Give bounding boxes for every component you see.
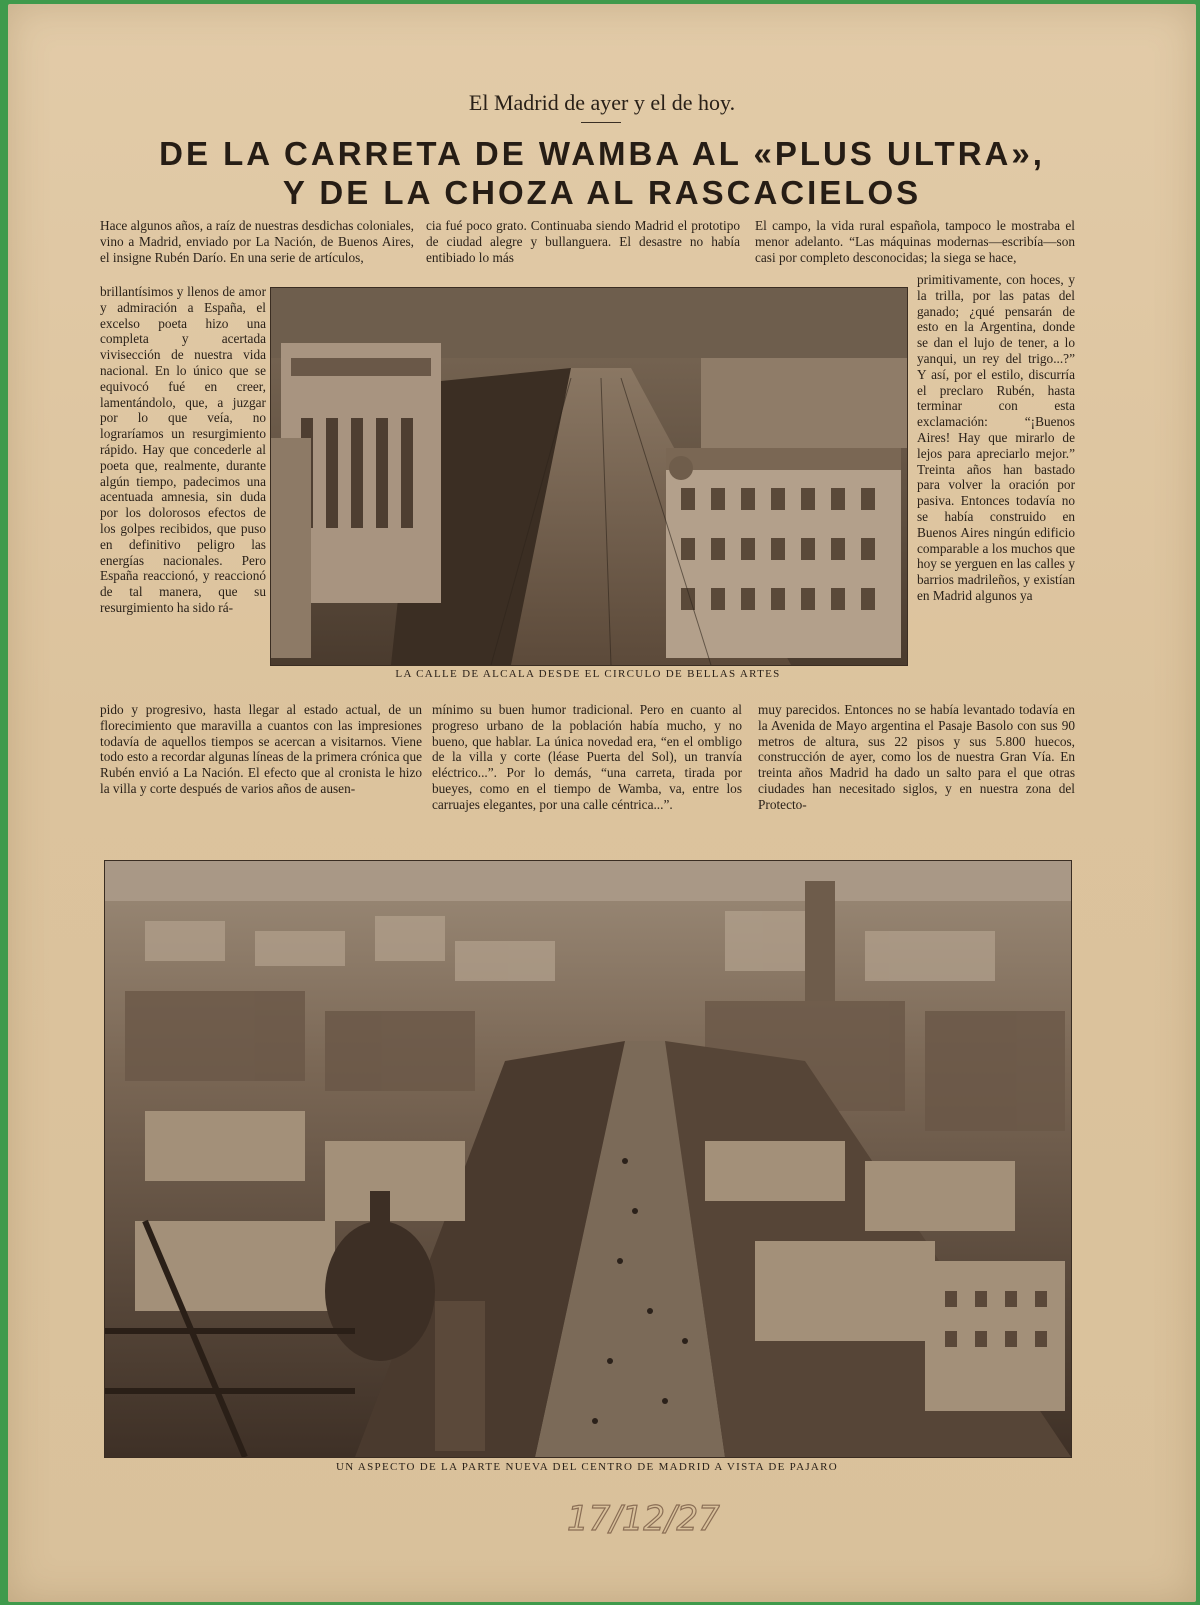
- handwritten-date-text: 17/12/27: [567, 1499, 720, 1539]
- column-3-bottom-text: muy parecidos. Entonces no se había levantado todavía en la Avenida de Mayo argentina el Pasaje Basolo con sus 90 metros de altura, sus 22 pisos y sus 5.800 huecos, construcción de ayer, como los de nuestra Gran Vía. En treinta años Madrid ha dado un salto para el que otras ciudades han necesitado siglos, y en nuestra zona del Protecto-: [758, 702, 1075, 812]
- caption-bottom-photo: UN ASPECTO DE LA PARTE NUEVA DEL CENTRO DE MADRID A VISTA DE PAJARO: [335, 1461, 839, 1473]
- column-3-wrap-text: primitivamente, con hoces, y la trilla, por las patas del ganado; ¿qué pensarán de esto en la Argentina, donde se dan el lujo de tener, a lo yanqui, un rey del trigo...?” Y así, por el estilo, discurría el preclaro Rubén, hasta terminar con esta exclamación: “¡Buenos Aires! Hay que mirarlo de lejos para apreciarlo mejor.” Treinta años han bastado para volver la oración por pasiva. Entonces todavía no se había construido en Buenos Aires ningún edificio comparable a los muchos que hoy se yerguen en las calles y barrios madrileños, y existían en Madrid algunos ya: [917, 272, 1075, 603]
- column-3-top-text: El campo, la vida rural española, tampoco le mostraba el menor adelanto. “Las máquinas modernas—escribía—son casi por completo desconocidas; la siega se hace,: [755, 218, 1075, 265]
- column-1-wrap-text: brillantísimos y llenos de amor y admiración a España, el excelso poeta hizo una completa y acertada vivisección de nuestra vida nacional. En lo único que se equivocó fué en creer, lamentándolo, que, a juzgar por lo que veía, no lograríamos un resurgimiento rápido. Hay que concederle al poeta que, realmente, durante algún tiempo, padecimos una acentuada amnesia, sin duda por los dolorosos efectos de los golpes recibidos, que puso en definitivo peligro las energías nacionales. Pero España reaccionó, y reaccionó de tal manera, que su resurgimiento ha sido rá-: [100, 284, 266, 615]
- article-headline: [8, 134, 1196, 212]
- headline-line-1: DE LA CARRETA DE WAMBA AL «PLUS ULTRA»,: [159, 135, 1045, 172]
- photo-aerial-madrid-image: [105, 861, 1071, 1457]
- column-1-top-text: Hace algunos años, a raíz de nuestras desdichas coloniales, vino a Madrid, enviado por La Nación, de Buenos Aires, el insigne Rubén Darío. En una serie de artículos,: [100, 218, 414, 265]
- title-divider: [581, 122, 621, 123]
- article-pretitle: El Madrid de ayer y el de hoy.: [468, 90, 736, 115]
- handwritten-date-annotation: [561, 1494, 721, 1540]
- column-2-top-text: cia fué poco grato. Continuaba siendo Madrid el prototipo de ciudad alegre y bullanguera. El desastre no había entibiado lo más: [426, 218, 740, 265]
- column-1-bottom-text: pido y progresivo, hasta llegar al estado actual, de un florecimiento que maravilla a cuantos con las impresiones todavía de aquellos tiempos se acercan a visitarnos. Viene todo esto a recordar algunas líneas de la primera crónica que Rubén envió a La Nación. El efecto que al cronista le hizo la villa y corte después de varios años de ausen-: [100, 702, 422, 796]
- headline-line-2: Y DE LA CHOZA AL RASCACIELOS: [282, 174, 922, 211]
- photo-calle-alcala: [270, 287, 908, 666]
- photo-calle-alcala-image: [271, 288, 907, 665]
- column-2-bottom-text: mínimo su buen humor tradicional. Pero en cuanto al progreso urbano de la población había mucho, y no bueno, que hablar. La única novedad era, “en el ombligo de la villa y corte (léase Puerta del Sol), un tranvía eléctrico...”. Por lo demás, “una carreta, tirada por bueyes, como en el tiempo de Wamba, va, entre los carruajes elegantes, por una calle céntrica...”.: [432, 702, 742, 812]
- caption-top-photo: LA CALLE DE ALCALA DESDE EL CIRCULO DE BELLAS ARTES: [395, 668, 781, 680]
- newspaper-page: [8, 4, 1196, 1602]
- photo-aerial-madrid: [104, 860, 1072, 1458]
